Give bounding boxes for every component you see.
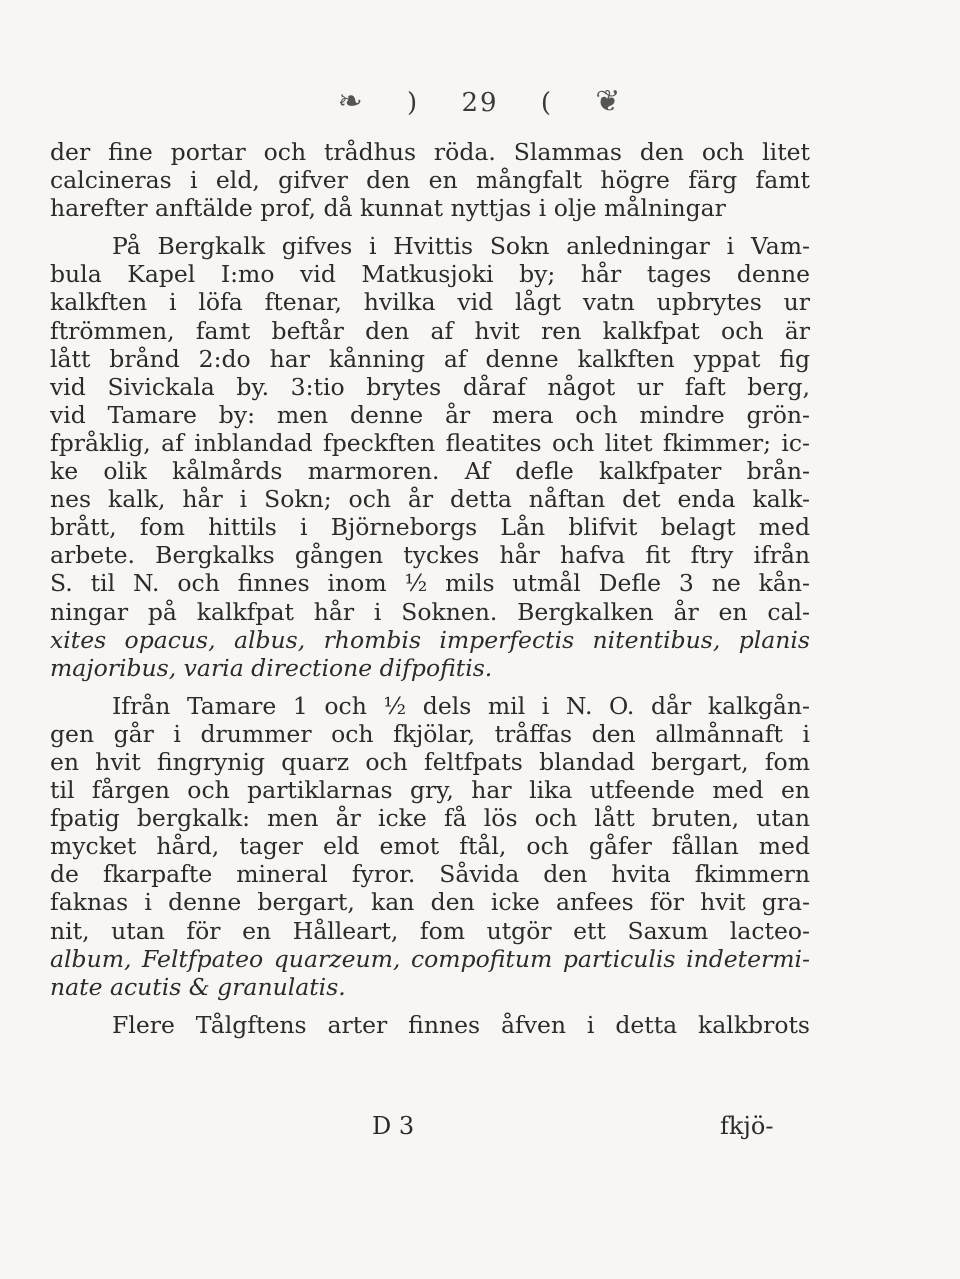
page-header: [0, 84, 960, 119]
text-line: arbete. Bergkalks gången tyckes hår hafva fit ftry ifrån: [50, 541, 810, 570]
left-ornament-icon: ❧: [337, 84, 365, 119]
text-line: fpatig bergkalk: men år icke få lös och lått bruten, utan: [50, 804, 810, 833]
paragraph-2: [50, 232, 810, 682]
text-line: nate acutis & granulatis.: [50, 972, 346, 1001]
paragraph-4: [50, 1011, 810, 1039]
text-line: calcineras i eld, gifver den en mångfalt högre färg famt: [50, 166, 810, 195]
catchword: fkjö-: [720, 1112, 774, 1140]
text-line: kalkften i löfa ftenar, hvilka vid lågt vatn upbrytes ur: [50, 288, 810, 317]
text-line: ftrömmen, famt beftår den af hvit ren kalkfpat och är: [50, 316, 810, 345]
text-line: en hvit fingrynig quarz och feltfpats blandad bergart, fom: [50, 747, 810, 776]
text-line: harefter anftälde prof, då kunnat nyttjas i olje målningar: [50, 194, 726, 223]
text-line: lått brånd 2:do har kånning af denne kalkften yppat fig: [50, 344, 810, 373]
page-number: 29: [461, 88, 499, 118]
text-line: majoribus, varia directione difpofitis.: [50, 653, 493, 682]
text-line: ningar på kalkfpat hår i Soknen. Bergkalken år en cal-: [50, 597, 810, 626]
text-line: faknas i denne bergart, kan den icke anfees för hvit gra-: [50, 888, 810, 917]
text-line: de fkarpafte mineral fyror. Såvida den hvita fkimmern: [50, 860, 810, 889]
text-line: fpråklig, af inblandad fpeckften fleatites och litet fkimmer; ic-: [50, 428, 810, 457]
text-line: mycket hård, tager eld emot ftål, och gåfer fållan med: [50, 832, 810, 861]
text-line: gen går i drummer och fkjölar, tråffas den allmånnaft i: [50, 719, 810, 748]
paragraph-3: [50, 692, 810, 1001]
text-line: Ifrån Tamare 1 och ½ dels mil i N. O. dår kalkgån-: [112, 691, 810, 720]
text-line: xites opacus, albus, rhombis imperfectis nitentibus, planis: [50, 625, 810, 654]
left-bracket: ): [407, 88, 420, 118]
text-line: nit, utan för en Hålleart, fom utgör ett Saxum lacteo-: [50, 916, 810, 945]
signature-mark: D 3: [372, 1112, 415, 1140]
text-line: vid Sivickala by. 3:tio brytes dåraf något ur faft berg,: [50, 372, 810, 401]
text-line: til fårgen och partiklarnas gry, har lika utfeende med en: [50, 776, 810, 805]
text-line: vid Tamare by: men denne år mera och mindre grön-: [50, 400, 810, 429]
body-text: [50, 138, 810, 1039]
right-bracket: (: [540, 88, 553, 118]
paragraph-1: [50, 138, 810, 222]
text-line: bula Kapel I:mo vid Matkusjoki by; hår tages denne: [50, 260, 810, 289]
text-line: S. til N. och finnes inom ½ mils utmål Defle 3 ne kån-: [50, 569, 810, 598]
text-line: ke olik kålmårds marmoren. Af defle kalkfpater brån-: [50, 457, 810, 486]
text-line: brått, fom hittils i Björneborgs Lån blifvit belagt med: [50, 513, 810, 542]
text-line: album, Feltfpateo quarzeum, compofitum particulis indetermi-: [50, 944, 810, 973]
text-line: der fine portar och trådhus röda. Slammas den och litet: [50, 138, 810, 166]
text-line: nes kalk, hår i Sokn; och år detta nåftan det enda kalk-: [50, 485, 810, 514]
text-line: På Bergkalk gifves i Hvittis Sokn anledningar i Vam-: [112, 232, 810, 261]
right-ornament-icon: ❦: [595, 84, 623, 119]
text-line: Flere Tålgftens arter finnes åfven i detta kalkbrots: [112, 1010, 810, 1039]
